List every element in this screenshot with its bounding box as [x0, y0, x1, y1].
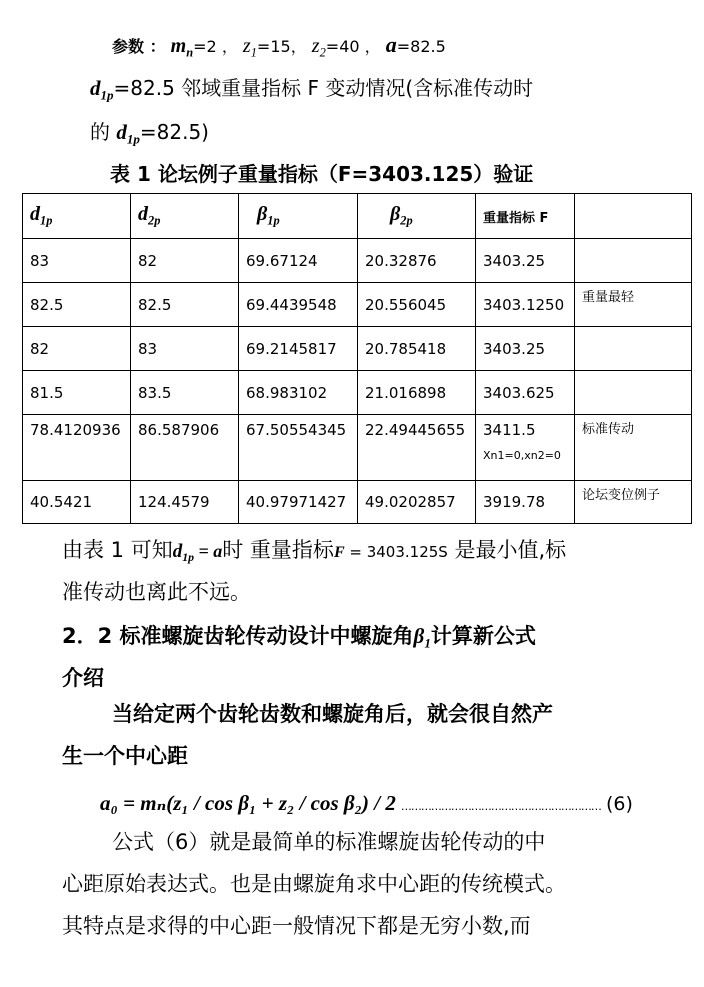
parameters-line [112, 32, 446, 60]
paragraph-2-line-1: 当给定两个齿轮齿数和螺旋角后，就会很自然产 [112, 702, 553, 726]
paragraph-1-line-2: 准传动也离此不远。 [62, 580, 251, 604]
cell-d2p: 82.5 [131, 283, 239, 327]
table-row [23, 371, 692, 415]
table-row [23, 415, 692, 481]
cell-beta2p: 49.0202857 [358, 481, 476, 524]
d1p-symbol: $d_{1p}$ [90, 76, 114, 103]
d1p-symbol: $d_{1p}$ [116, 120, 140, 147]
z2-symbol: $z_2$ [311, 35, 326, 60]
cell-d1p: 82 [23, 327, 131, 371]
header-beta2p: $\beta_{2p}$ [358, 194, 476, 239]
cell-beta2p: 20.785418 [358, 327, 476, 371]
z2-value: =40 ， [325, 37, 381, 56]
cell-weight: 3403.1250 [476, 283, 575, 327]
paragraph-3-line-1: 公式（6）就是最简单的标准螺旋齿轮传动的中 [112, 830, 546, 854]
cell-note [575, 371, 692, 415]
cell-d1p: 83 [23, 239, 131, 283]
cell-weight: 3403.25 [476, 239, 575, 283]
cell-note [575, 239, 692, 283]
header-beta1p: $\beta_{1p}$ [239, 194, 358, 239]
cell-weight: 3919.78 [476, 481, 575, 524]
section-heading-line-2: 介绍 [62, 666, 104, 690]
paragraph-1-line-1: 由表 1 可知$d_{1p} = a$时 重量指标F = 3403.125S 是最小值,标 [62, 538, 567, 565]
paragraph-3-line-3: 其特点是求得的中心距一般情况下都是无穷小数,而 [62, 914, 531, 938]
cell-beta1p: 40.97971427 [239, 481, 358, 524]
z1-symbol: $z_1$ [242, 35, 257, 60]
header-d2p: $d_{2p}$ [131, 194, 239, 239]
cell-note: 标准传动 [575, 415, 692, 481]
header-d1p: $d_{1p}$ [23, 194, 131, 239]
params-label: 参数 ： [112, 37, 166, 56]
cell-d1p: 78.4120936 [23, 415, 131, 481]
table-row [23, 327, 692, 371]
formula-6 [100, 790, 633, 816]
formula-dots: …………………………………………………… [400, 800, 601, 813]
heading-line-2-text: =82.5) [139, 120, 209, 144]
paragraph-2-line-2: 生一个中心距 [62, 744, 188, 768]
table-row [23, 239, 692, 283]
mn-value: =2 ， [193, 37, 238, 56]
cell-beta2p: 22.49445655 [358, 415, 476, 481]
table-header-row [23, 194, 692, 239]
paragraph-3-line-2: 心距原始表达式。也是由螺旋角求中心距的传统模式。 [62, 872, 566, 896]
cell-d2p: 82 [131, 239, 239, 283]
cell-beta1p: 67.50554345 [239, 415, 358, 481]
cell-d2p: 86.587906 [131, 415, 239, 481]
cell-d1p: 40.5421 [23, 481, 131, 524]
cell-beta2p: 20.32876 [358, 239, 476, 283]
table-row [23, 283, 692, 327]
cell-note: 重量最轻 [575, 283, 692, 327]
formula-number: (6) [606, 793, 633, 815]
table-row [23, 481, 692, 524]
a-value: =82.5 [396, 37, 446, 56]
cell-note [575, 327, 692, 371]
header-notes [575, 194, 692, 239]
cell-d2p: 124.4579 [131, 481, 239, 524]
heading-line-2 [90, 116, 209, 148]
cell-weight: 3403.25 [476, 327, 575, 371]
heading-line-1 [90, 72, 533, 104]
a-symbol: a [385, 32, 397, 57]
cell-note: 论坛变位例子 [575, 481, 692, 524]
cell-beta1p: 68.983102 [239, 371, 358, 415]
z1-value: =15， [256, 37, 307, 56]
cell-weight: 3403.625 [476, 371, 575, 415]
cell-beta1p: 69.67124 [239, 239, 358, 283]
table-title: 表 1 论坛例子重量指标（F=3403.125）验证 [110, 162, 534, 186]
heading-line-2-prefix: 的 [90, 120, 110, 144]
cell-weight-subnote: Xn1=0,xn2=0 [483, 449, 561, 462]
cell-beta2p: 21.016898 [358, 371, 476, 415]
cell-d1p: 81.5 [23, 371, 131, 415]
cell-beta1p: 69.4439548 [239, 283, 358, 327]
cell-d1p: 82.5 [23, 283, 131, 327]
cell-weight: 3411.5 Xn1=0,xn2=0 [476, 415, 575, 481]
formula-expression: a₀ = mₙ(z₁ / cos β₁ + z₂ / cos β₂) / 2 [100, 791, 396, 815]
cell-d2p: 83 [131, 327, 239, 371]
cell-beta1p: 69.2145817 [239, 327, 358, 371]
mn-symbol: $m_n$ [170, 35, 194, 60]
heading-line-1-text: =82.5 邻域重量指标 F 变动情况(含标准传动时 [113, 76, 534, 100]
results-table [22, 193, 692, 524]
cell-d2p: 83.5 [131, 371, 239, 415]
cell-beta2p: 20.556045 [358, 283, 476, 327]
section-heading-line-1: 2．2 标准螺旋齿轮传动设计中螺旋角$\beta_1$计算新公式 [62, 624, 536, 651]
header-weight-index: 重量指标 F [476, 194, 575, 239]
